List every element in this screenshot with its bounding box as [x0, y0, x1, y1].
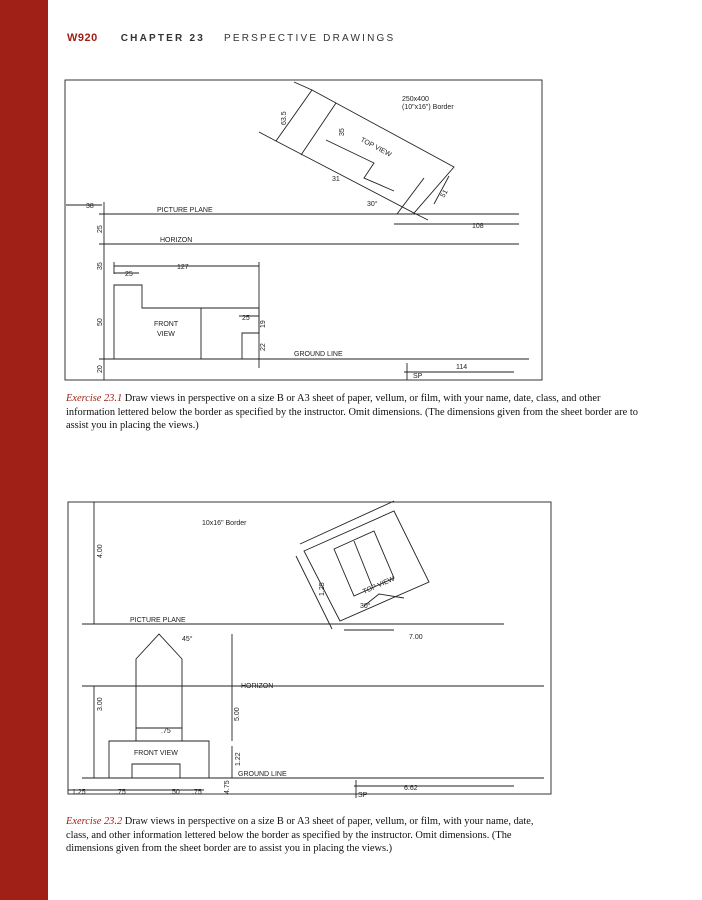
front-view-shape	[114, 285, 259, 359]
fig1-front-label-1: FRONT	[154, 321, 179, 328]
figure2-drawing	[64, 496, 554, 806]
fig1-dim-50: 50	[97, 318, 104, 326]
caption1-text: Draw views in perspective on a size B or A3 sheet of paper, vellum, or film, with your name, date, class, and other information lettered below the border as specified by the instructor. Omit dimensions. (The dimensions given from the sheet border are to assist you in placing the views.)	[66, 393, 638, 431]
fig1-dim-63-5: 63.5	[281, 111, 288, 125]
fig2-dim-475: 4.75	[224, 780, 231, 794]
fig1-dim-35b: 35	[97, 262, 104, 270]
fig2-dim-400: 4.00	[97, 544, 104, 558]
figure1-drawing	[64, 78, 544, 383]
fig1-dim-22: 22	[260, 343, 267, 351]
fig1-angle-label: 30°	[367, 201, 378, 208]
fig2-ground-line-label: GROUND LINE	[238, 771, 287, 778]
fig2-dim-75b: .75	[116, 789, 126, 796]
fig1-front-label-2: VIEW	[157, 331, 175, 338]
fig1-horizon-label: HORIZON	[160, 237, 193, 244]
page-header	[67, 32, 395, 44]
fig1-border-note: 250x400	[402, 96, 429, 103]
fig1-dim-20: 20	[97, 365, 104, 373]
fig1-dim-25b: 25	[125, 271, 133, 278]
fig2-dim-75c: .75	[192, 789, 202, 796]
fig2-dim-75: .75	[161, 728, 171, 735]
fig1-dim-19: 19	[260, 320, 267, 328]
fig2-picture-plane-label: PICTURE PLANE	[130, 617, 186, 624]
fig1-picture-plane-label: PICTURE PLANE	[157, 207, 213, 214]
chapter-label: CHAPTER 23	[120, 33, 205, 44]
fig1-dim-127: 127	[177, 264, 189, 271]
fig1-dim-51: 51	[439, 188, 450, 199]
fig2-dim-500: 5.00	[234, 707, 241, 721]
fig2-angle-label: 30°	[360, 603, 371, 610]
chapter-title: PERSPECTIVE DRAWINGS	[223, 33, 396, 44]
fig1-dim-38: 38	[86, 203, 94, 210]
fig2-dim-662: 6.62	[404, 785, 418, 792]
fig2-horizon-label: HORIZON	[241, 683, 274, 690]
fig1-dim-31: 31	[332, 176, 340, 183]
side-color-bar	[0, 0, 48, 900]
fig1-border-note2: (10"x16") Border	[402, 104, 454, 111]
fig2-dim-300: 3.00	[97, 697, 104, 711]
fig1-top-view-label: TOP VIEW	[359, 136, 393, 159]
fig2-border-note: 10x16" Border	[202, 520, 247, 527]
page-number: W920	[67, 32, 98, 44]
exercise-23-1-figure	[64, 78, 544, 383]
exercise-23-2-figure	[64, 496, 554, 806]
exercise-23-2-caption	[66, 815, 536, 856]
fig2-sp-label: SP	[358, 792, 368, 799]
fig1-ground-line-label: GROUND LINE	[294, 351, 343, 358]
fig1-dim-25c: 25	[242, 315, 250, 322]
fig2-dim-125: 1.25	[319, 582, 326, 596]
fig1-sp-label: SP	[413, 373, 423, 380]
caption2-label: Exercise 23.2	[66, 816, 123, 827]
fig2-top-view-label: TOP VIEW	[361, 575, 396, 596]
caption1-label: Exercise 23.1	[66, 393, 123, 404]
fig1-dim-25a: 25	[97, 225, 104, 233]
fig2-dim-122: 1.22	[235, 752, 242, 766]
fig2-dim-50: .50	[170, 789, 180, 796]
caption2-text: Draw views in perspective on a size B or A3 sheet of paper, vellum, or film, with your name, date, class, and other information lettered below the border as specified by the instructor. Omit dimensions. (The dimensions given from the sheet border are to assist you in placing the views.)	[66, 816, 534, 854]
sheet-border	[65, 80, 542, 380]
fig2-dim-700: 7.00	[409, 634, 423, 641]
exercise-23-1-caption	[66, 392, 646, 433]
fig1-dim-108: 108	[472, 223, 484, 230]
fig2-dim-125b: 1.25	[72, 789, 86, 796]
fig1-dim-114: 114	[456, 364, 468, 371]
fig1-dim-35: 35	[339, 128, 346, 136]
fig2-front-view-label: FRONT VIEW	[134, 750, 178, 757]
fig2-dim-45: 45°	[182, 636, 193, 643]
